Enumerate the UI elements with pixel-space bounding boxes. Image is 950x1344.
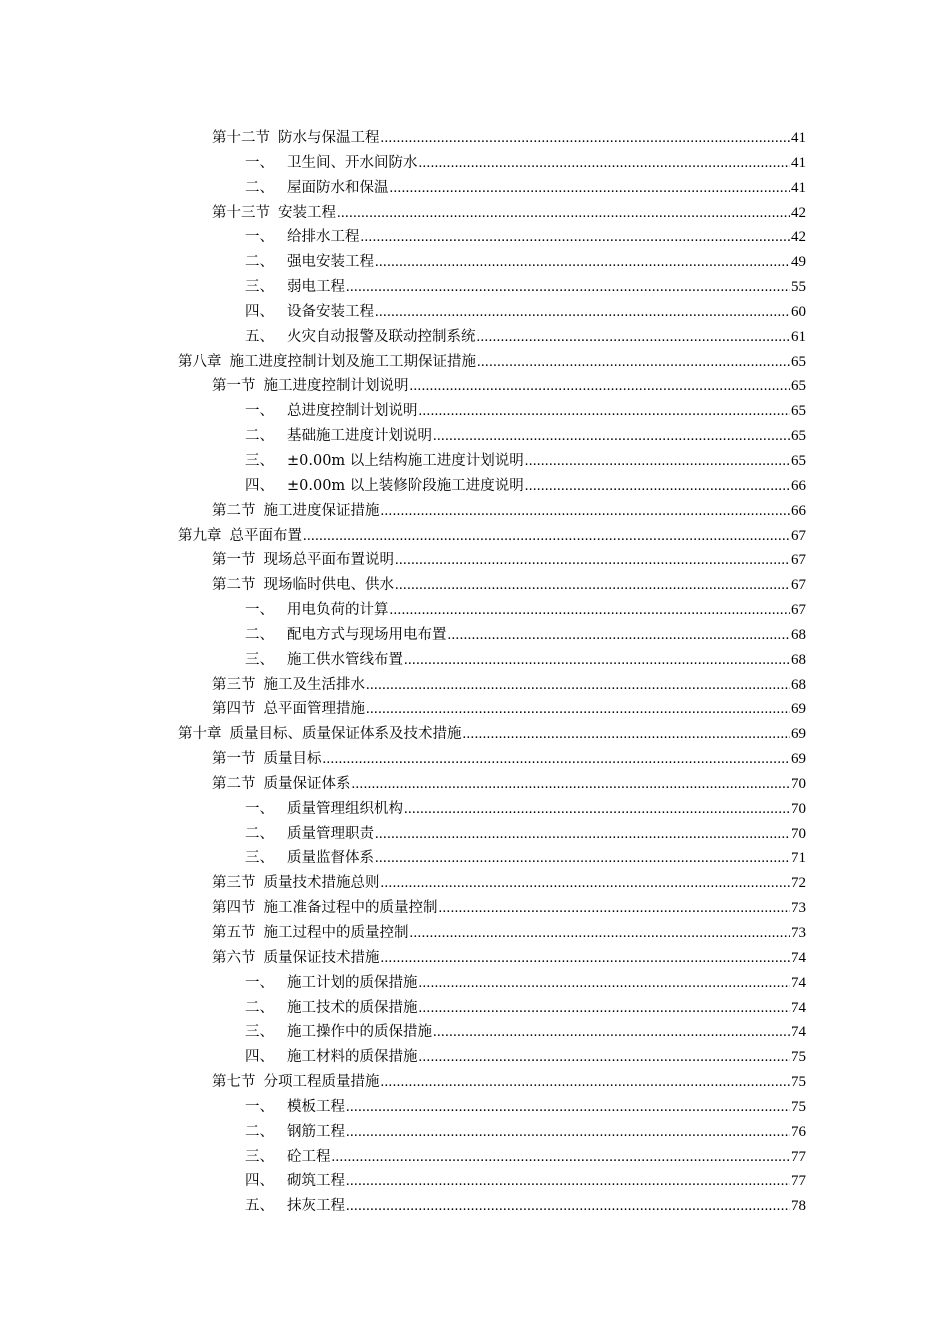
toc-entry-content bbox=[178, 524, 806, 549]
toc-entry-page-number: 65 bbox=[791, 452, 806, 469]
toc-entry-page-number: 68 bbox=[791, 676, 806, 693]
toc-entry[interactable] bbox=[0, 648, 950, 673]
toc-entry-content bbox=[212, 697, 806, 722]
toc-entry-number: 二、 bbox=[245, 179, 274, 196]
toc-entry-title: ±0.00m 以上结构施工进度计划说明 bbox=[287, 452, 524, 469]
toc-entry-page-number: 65 bbox=[791, 353, 806, 370]
toc-entry-page-number: 41 bbox=[791, 154, 806, 171]
toc-entry[interactable] bbox=[0, 722, 950, 747]
toc-dot-leader bbox=[375, 250, 790, 275]
toc-entry[interactable] bbox=[0, 250, 950, 275]
toc-entry-page-number: 41 bbox=[791, 130, 806, 146]
toc-entry-page-number: 65 bbox=[791, 428, 806, 445]
toc-entry[interactable] bbox=[0, 772, 950, 797]
toc-dot-leader bbox=[346, 1120, 790, 1145]
toc-entry-number: 四、 bbox=[245, 1173, 274, 1190]
toc-entry-number: 第一节 bbox=[212, 378, 256, 395]
toc-entry[interactable] bbox=[0, 126, 950, 151]
toc-entry-page-number: 74 bbox=[791, 974, 806, 991]
toc-entry[interactable] bbox=[0, 1070, 950, 1095]
toc-entry-content bbox=[245, 176, 806, 201]
toc-entry-title: 施工进度控制计划及施工工期保证措施 bbox=[229, 353, 476, 370]
toc-entry-title: 基础施工进度计划说明 bbox=[287, 428, 432, 445]
toc-entry-page-number: 70 bbox=[791, 800, 806, 817]
toc-entry-page-number: 73 bbox=[791, 925, 806, 941]
toc-dot-leader bbox=[419, 996, 791, 1021]
toc-entry-page-number: 72 bbox=[791, 875, 806, 892]
toc-entry[interactable] bbox=[0, 201, 950, 226]
toc-entry-title: 卫生间、开水间防水 bbox=[287, 154, 418, 171]
toc-entry-number: 五、 bbox=[245, 328, 274, 345]
toc-dot-leader bbox=[390, 176, 791, 201]
toc-entry-content bbox=[212, 772, 806, 797]
toc-entry-content bbox=[245, 300, 806, 325]
toc-entry-number: 第十二节 bbox=[212, 130, 270, 146]
toc-entry[interactable] bbox=[0, 797, 950, 822]
toc-entry-number: 第七节 bbox=[212, 1074, 256, 1091]
toc-entry-number: 三、 bbox=[245, 279, 274, 296]
toc-dot-leader bbox=[366, 697, 790, 722]
toc-entry-page-number: 71 bbox=[791, 850, 806, 867]
toc-entry-title: 施工技术的质保措施 bbox=[287, 999, 418, 1016]
toc-entry-number: 一、 bbox=[245, 154, 274, 171]
toc-entry-title: 施工计划的质保措施 bbox=[287, 974, 418, 991]
toc-entry-number: 三、 bbox=[245, 452, 274, 469]
toc-entry[interactable] bbox=[0, 921, 950, 946]
toc-entry-title: 砼工程 bbox=[287, 1148, 331, 1165]
toc-entry-content bbox=[245, 225, 806, 250]
toc-dot-leader bbox=[448, 623, 791, 648]
toc-entry-number: 第二节 bbox=[212, 775, 256, 792]
toc-entry-page-number: 77 bbox=[791, 1148, 806, 1165]
toc-dot-leader bbox=[525, 474, 790, 499]
toc-entry-title: 总平面管理措施 bbox=[263, 701, 365, 718]
toc-entry-number: 三、 bbox=[245, 1024, 274, 1041]
toc-entry-title: 屋面防水和保温 bbox=[287, 179, 389, 196]
toc-entry-number: 五、 bbox=[245, 1198, 274, 1215]
toc-entry[interactable] bbox=[0, 275, 950, 300]
toc-entry-page-number: 69 bbox=[791, 726, 806, 743]
toc-entry[interactable] bbox=[0, 300, 950, 325]
toc-entry-title: 设备安装工程 bbox=[287, 303, 374, 320]
toc-entry[interactable] bbox=[0, 896, 950, 921]
toc-dot-leader bbox=[366, 673, 790, 698]
toc-entry-content bbox=[212, 1070, 806, 1095]
toc-dot-leader bbox=[346, 275, 790, 300]
toc-entry-number: 四、 bbox=[245, 303, 274, 320]
toc-entry-number: 第十章 bbox=[178, 726, 222, 743]
toc-dot-leader bbox=[303, 524, 790, 549]
toc-entry[interactable] bbox=[0, 573, 950, 598]
toc-entry-page-number: 66 bbox=[791, 502, 806, 519]
toc-dot-leader bbox=[395, 573, 790, 598]
toc-dot-leader bbox=[381, 126, 791, 151]
toc-entry-page-number: 42 bbox=[791, 204, 806, 221]
toc-entry[interactable] bbox=[0, 374, 950, 399]
toc-entry-number: 一、 bbox=[245, 800, 274, 817]
toc-entry[interactable] bbox=[0, 697, 950, 722]
toc-entry-title: 总平面布置 bbox=[229, 527, 302, 544]
toc-entry-content bbox=[245, 623, 806, 648]
toc-entry-number: 第一节 bbox=[212, 751, 256, 768]
toc-entry-number: 第四节 bbox=[212, 900, 256, 917]
toc-entry[interactable] bbox=[0, 1169, 950, 1194]
toc-entry-content bbox=[245, 325, 806, 350]
toc-entry-title: 模板工程 bbox=[287, 1098, 345, 1115]
toc-dot-leader bbox=[381, 499, 791, 524]
toc-entry-title: 施工进度控制计划说明 bbox=[263, 378, 409, 395]
toc-dot-leader bbox=[381, 871, 791, 896]
toc-entry-content bbox=[245, 1020, 806, 1045]
toc-entry[interactable] bbox=[0, 176, 950, 201]
toc-entry-title: 给排水工程 bbox=[287, 229, 360, 246]
toc-entry-number: 第二节 bbox=[212, 502, 256, 519]
toc-dot-leader bbox=[346, 1169, 790, 1194]
toc-dot-leader bbox=[419, 971, 791, 996]
toc-entry-title: 施工材料的质保措施 bbox=[287, 1049, 418, 1066]
toc-entry-number: 第四节 bbox=[212, 701, 256, 718]
toc-entry-number: 二、 bbox=[245, 1123, 274, 1140]
toc-entry-content bbox=[212, 126, 806, 151]
toc-entry-page-number: 76 bbox=[791, 1123, 806, 1140]
toc-entry[interactable] bbox=[0, 673, 950, 698]
toc-dot-leader bbox=[463, 722, 791, 747]
toc-dot-leader bbox=[419, 151, 791, 176]
toc-dot-leader bbox=[381, 1070, 791, 1095]
toc-entry[interactable] bbox=[0, 623, 950, 648]
toc-entry-content bbox=[245, 1045, 806, 1070]
toc-dot-leader bbox=[352, 772, 791, 797]
toc-entry[interactable] bbox=[0, 996, 950, 1021]
toc-dot-leader bbox=[525, 449, 790, 474]
toc-entry-content bbox=[245, 424, 806, 449]
toc-entry[interactable] bbox=[0, 598, 950, 623]
toc-entry-page-number: 69 bbox=[791, 751, 806, 768]
toc-dot-leader bbox=[337, 201, 790, 226]
toc-entry-page-number: 67 bbox=[791, 602, 806, 619]
toc-entry-page-number: 74 bbox=[791, 949, 806, 966]
toc-entry-page-number: 67 bbox=[791, 552, 806, 569]
toc-entry-page-number: 41 bbox=[791, 179, 806, 196]
toc-dot-leader bbox=[410, 374, 791, 399]
toc-entry-title: 安装工程 bbox=[278, 204, 336, 221]
toc-entry-page-number: 70 bbox=[791, 775, 806, 792]
toc-entry-content bbox=[245, 1169, 806, 1194]
toc-entry-number: 二、 bbox=[245, 428, 274, 445]
toc-entry-content bbox=[245, 250, 806, 275]
toc-entry-title: 质量技术措施总则 bbox=[263, 875, 380, 892]
toc-entry-number: 一、 bbox=[245, 229, 274, 246]
toc-entry-content bbox=[245, 1120, 806, 1145]
toc-entry-title: 钢筋工程 bbox=[287, 1123, 345, 1140]
toc-entry-number: 第八章 bbox=[178, 353, 222, 370]
toc-entry-content bbox=[212, 374, 806, 399]
toc-entry-page-number: 66 bbox=[791, 477, 806, 494]
toc-dot-leader bbox=[477, 350, 790, 375]
toc-entry-content bbox=[245, 151, 806, 176]
toc-entry-number: 第六节 bbox=[212, 949, 256, 966]
toc-entry-content bbox=[212, 499, 806, 524]
toc-entry-title: ±0.00m 以上装修阶段施工进度说明 bbox=[287, 477, 524, 494]
toc-entry[interactable] bbox=[0, 1045, 950, 1070]
toc-entry-page-number: 77 bbox=[791, 1173, 806, 1190]
toc-entry-page-number: 75 bbox=[791, 1049, 806, 1066]
toc-entry-title: 施工供水管线布置 bbox=[287, 651, 403, 668]
toc-entry-title: 用电负荷的计算 bbox=[287, 602, 389, 619]
toc-entry[interactable] bbox=[0, 325, 950, 350]
toc-entry[interactable] bbox=[0, 1194, 950, 1219]
toc-entry[interactable] bbox=[0, 946, 950, 971]
toc-entry-page-number: 68 bbox=[791, 626, 806, 643]
toc-entry-content bbox=[245, 399, 806, 424]
toc-dot-leader bbox=[323, 747, 791, 772]
toc-entry[interactable] bbox=[0, 971, 950, 996]
toc-entry[interactable] bbox=[0, 846, 950, 871]
table-of-contents bbox=[0, 126, 950, 1219]
toc-entry-content bbox=[245, 996, 806, 1021]
toc-entry-content bbox=[245, 474, 806, 499]
toc-entry[interactable] bbox=[0, 350, 950, 375]
toc-entry-number: 一、 bbox=[245, 403, 274, 420]
toc-entry-title: 防水与保温工程 bbox=[278, 130, 380, 146]
toc-entry-title: 施工过程中的质量控制 bbox=[263, 925, 409, 941]
toc-entry[interactable] bbox=[0, 499, 950, 524]
toc-entry-page-number: 74 bbox=[791, 999, 806, 1016]
toc-entry-content bbox=[245, 449, 806, 474]
toc-entry-title: 质量目标 bbox=[263, 751, 322, 768]
toc-entry-title: 配电方式与现场用电布置 bbox=[287, 626, 447, 643]
toc-entry-page-number: 67 bbox=[791, 527, 806, 544]
toc-dot-leader bbox=[433, 1020, 790, 1045]
toc-entry-content bbox=[245, 971, 806, 996]
toc-entry-number: 第三节 bbox=[212, 875, 256, 892]
toc-dot-leader bbox=[332, 1145, 791, 1170]
toc-entry[interactable] bbox=[0, 474, 950, 499]
toc-entry[interactable] bbox=[0, 1120, 950, 1145]
toc-entry-number: 一、 bbox=[245, 602, 274, 619]
toc-entry-number: 三、 bbox=[245, 850, 274, 867]
toc-dot-leader bbox=[439, 896, 791, 921]
toc-entry-page-number: 78 bbox=[791, 1198, 806, 1215]
toc-entry-title: 质量管理组织机构 bbox=[287, 800, 403, 817]
toc-entry[interactable] bbox=[0, 1020, 950, 1045]
toc-entry-page-number: 61 bbox=[791, 328, 806, 345]
toc-entry-title: 总进度控制计划说明 bbox=[287, 403, 418, 420]
toc-entry-content bbox=[178, 722, 806, 747]
toc-entry-content bbox=[178, 350, 806, 375]
toc-dot-leader bbox=[419, 399, 791, 424]
toc-entry-content bbox=[212, 896, 806, 921]
toc-entry[interactable] bbox=[0, 524, 950, 549]
toc-entry-content bbox=[245, 1095, 806, 1120]
toc-entry-title: 质量保证技术措施 bbox=[263, 949, 380, 966]
toc-dot-leader bbox=[375, 300, 790, 325]
toc-entry-content bbox=[212, 871, 806, 896]
toc-dot-leader bbox=[361, 225, 791, 250]
toc-entry-content bbox=[245, 648, 806, 673]
toc-entry-page-number: 70 bbox=[791, 825, 806, 842]
toc-dot-leader bbox=[404, 648, 790, 673]
toc-entry-number: 二、 bbox=[245, 254, 274, 271]
toc-entry[interactable] bbox=[0, 449, 950, 474]
toc-entry[interactable] bbox=[0, 822, 950, 847]
toc-entry-title: 质量目标、质量保证体系及技术措施 bbox=[229, 726, 462, 743]
toc-entry[interactable] bbox=[0, 548, 950, 573]
toc-dot-leader bbox=[477, 325, 791, 350]
toc-dot-leader bbox=[381, 946, 791, 971]
toc-entry-title: 现场总平面布置说明 bbox=[263, 552, 394, 569]
toc-entry-title: 分项工程质量措施 bbox=[263, 1074, 380, 1091]
toc-entry-number: 二、 bbox=[245, 999, 274, 1016]
toc-entry-page-number: 49 bbox=[791, 254, 806, 271]
toc-entry-page-number: 55 bbox=[791, 279, 806, 296]
toc-entry-content bbox=[212, 548, 806, 573]
toc-entry[interactable] bbox=[0, 151, 950, 176]
toc-entry-page-number: 69 bbox=[791, 701, 806, 718]
toc-entry-title: 质量管理职责 bbox=[287, 825, 374, 842]
toc-entry-number: 第九章 bbox=[178, 527, 222, 544]
toc-entry-page-number: 60 bbox=[791, 303, 806, 320]
toc-entry-content bbox=[245, 846, 806, 871]
toc-entry-title: 施工及生活排水 bbox=[263, 676, 365, 693]
toc-entry-number: 第二节 bbox=[212, 577, 256, 594]
toc-entry-page-number: 65 bbox=[791, 378, 806, 395]
toc-entry-page-number: 75 bbox=[791, 1098, 806, 1115]
toc-entry-content bbox=[212, 573, 806, 598]
toc-entry-title: 质量保证体系 bbox=[263, 775, 351, 792]
toc-entry-page-number: 73 bbox=[791, 900, 806, 917]
toc-entry[interactable] bbox=[0, 225, 950, 250]
toc-dot-leader bbox=[404, 797, 790, 822]
toc-entry-page-number: 42 bbox=[791, 229, 806, 246]
toc-entry-content bbox=[245, 1194, 806, 1219]
toc-entry-title: 强电安装工程 bbox=[287, 254, 374, 271]
toc-entry[interactable] bbox=[0, 1095, 950, 1120]
toc-dot-leader bbox=[375, 846, 790, 871]
toc-entry[interactable] bbox=[0, 1145, 950, 1170]
toc-entry-title: 抹灰工程 bbox=[287, 1198, 345, 1215]
toc-entry[interactable] bbox=[0, 424, 950, 449]
toc-entry-title: 现场临时供电、供水 bbox=[263, 577, 394, 594]
toc-entry-number: 一、 bbox=[245, 1098, 274, 1115]
toc-dot-leader bbox=[346, 1194, 790, 1219]
toc-entry-content bbox=[245, 797, 806, 822]
toc-entry-content bbox=[212, 747, 806, 772]
toc-entry-page-number: 68 bbox=[791, 651, 806, 668]
toc-entry[interactable] bbox=[0, 871, 950, 896]
toc-entry-title: 施工进度保证措施 bbox=[263, 502, 380, 519]
toc-entry[interactable] bbox=[0, 399, 950, 424]
toc-entry[interactable] bbox=[0, 747, 950, 772]
toc-entry-number: 二、 bbox=[245, 626, 274, 643]
toc-entry-number: 第三节 bbox=[212, 676, 256, 693]
toc-entry-content bbox=[212, 946, 806, 971]
toc-entry-number: 第十三节 bbox=[212, 204, 270, 221]
toc-entry-number: 第五节 bbox=[212, 925, 256, 941]
toc-entry-page-number: 67 bbox=[791, 577, 806, 594]
toc-entry-number: 三、 bbox=[245, 1148, 274, 1165]
toc-entry-content bbox=[245, 598, 806, 623]
toc-dot-leader bbox=[375, 822, 790, 847]
toc-entry-content bbox=[212, 201, 806, 226]
toc-entry-page-number: 75 bbox=[791, 1074, 806, 1091]
toc-dot-leader bbox=[410, 921, 791, 946]
toc-dot-leader bbox=[390, 598, 791, 623]
toc-entry-title: 质量监督体系 bbox=[287, 850, 374, 867]
toc-entry-content bbox=[245, 275, 806, 300]
toc-entry-title: 火灾自动报警及联动控制系统 bbox=[287, 328, 476, 345]
toc-entry-content bbox=[245, 822, 806, 847]
toc-entry-title: 施工操作中的质保措施 bbox=[287, 1024, 432, 1041]
toc-entry-number: 三、 bbox=[245, 651, 274, 668]
toc-dot-leader bbox=[419, 1045, 791, 1070]
toc-entry-number: 第一节 bbox=[212, 552, 256, 569]
toc-entry-number: 四、 bbox=[245, 1049, 274, 1066]
toc-entry-page-number: 65 bbox=[791, 403, 806, 420]
toc-entry-title: 砌筑工程 bbox=[287, 1173, 345, 1190]
toc-dot-leader bbox=[395, 548, 790, 573]
toc-entry-number: 一、 bbox=[245, 974, 274, 991]
toc-entry-page-number: 74 bbox=[791, 1024, 806, 1041]
toc-entry-content bbox=[245, 1145, 806, 1170]
toc-entry-number: 四、 bbox=[245, 477, 274, 494]
toc-entry-content bbox=[212, 673, 806, 698]
toc-dot-leader bbox=[346, 1095, 790, 1120]
toc-entry-number: 二、 bbox=[245, 825, 274, 842]
toc-entry-title: 施工准备过程中的质量控制 bbox=[263, 900, 438, 917]
toc-entry-content bbox=[212, 921, 806, 946]
toc-entry-title: 弱电工程 bbox=[287, 279, 345, 296]
toc-dot-leader bbox=[433, 424, 790, 449]
